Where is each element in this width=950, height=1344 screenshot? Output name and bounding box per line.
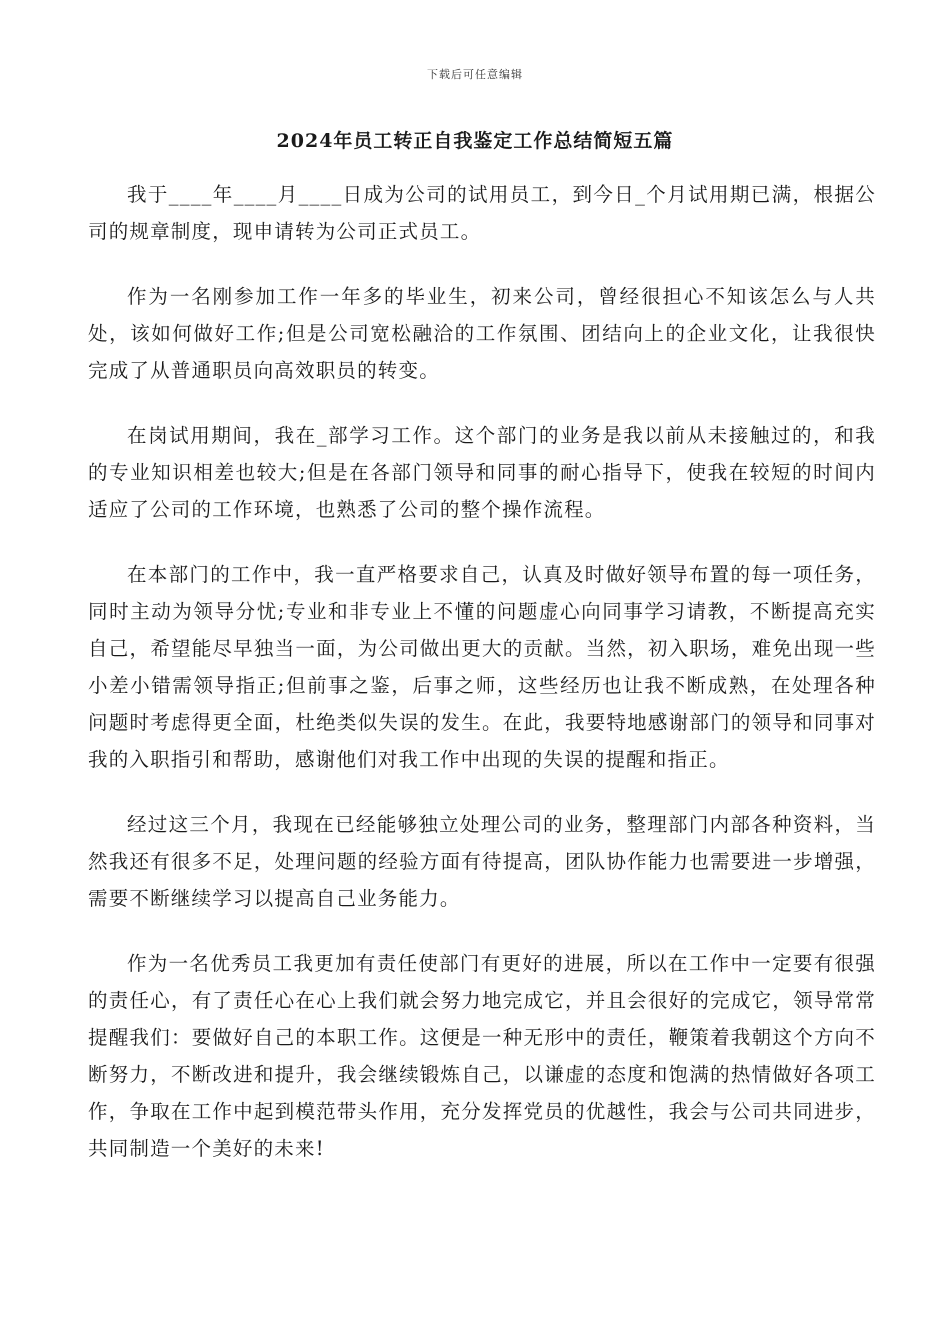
paragraph-2: 作为一名刚参加工作一年多的毕业生，初来公司，曾经很担心不知该怎么与人共处，该如何做好工作;但是公司宽松融洽的工作氛围、团结向上的企业文化，让我很快完成了从普通职员向高效职员的转变。 xyxy=(88,285,876,382)
paragraph-6: 作为一名优秀员工我更加有责任使部门有更好的进展，所以在工作中一定要有很强的责任心，有了责任心在心上我们就会努力地完成它，并且会很好的完成它，领导常常提醒我们：要做好自己的本职工作。这便是一种无形中的责任，鞭策着我朝这个方向不断努力，不断改进和提升，我会继续锻炼自己，以谦虚的态度和饱满的热情做好各项工作，争取在工作中起到模范带头作用，充分发挥党员的优越性，我会与公司共同进步，共同制造一个美好的未来! xyxy=(88,952,876,1160)
paragraph-4: 在本部门的工作中，我一直严格要求自己，认真及时做好领导布置的每一项任务，同时主动为领导分忧;专业和非专业上不懂的问题虚心向同事学习请教，不断提高充实自己，希望能尽早独当一面，为公司做出更大的贡献。当然，初入职场，难免出现一些小差小错需领导指正;但前事之鉴，后事之师，这些经历也让我不断成熟，在处理各种问题时考虑得更全面，杜绝类似失误的发生。在此，我要特地感谢部门的领导和同事对我的入职指引和帮助，感谢他们对我工作中出现的失误的提醒和指正。 xyxy=(88,563,876,771)
paragraph-3: 在岗试用期间，我在_部学习工作。这个部门的业务是我以前从未接触过的，和我的专业知识相差也较大;但是在各部门领导和同事的耐心指导下，使我在较短的时间内适应了公司的工作环境，也熟悉了公司的整个操作流程。 xyxy=(88,424,876,521)
document-title: 2024年员工转正自我鉴定工作总结简短五篇 xyxy=(276,130,674,152)
header-note: 下载后可任意编辑 xyxy=(427,68,523,81)
paragraph-1: 我于____年____月____日成为公司的试用员工，到今日_个月试用期已满，根据公司的规章制度，现申请转为公司正式员工。 xyxy=(88,183,876,243)
document-body xyxy=(88,176,876,1195)
paragraph-5: 经过这三个月，我现在已经能够独立处理公司的业务，整理部门内部各种资料，当然我还有很多不足，处理问题的经验方面有待提高，团队协作能力也需要进一步增强，需要不断继续学习以提高自己业务能力。 xyxy=(88,813,876,910)
